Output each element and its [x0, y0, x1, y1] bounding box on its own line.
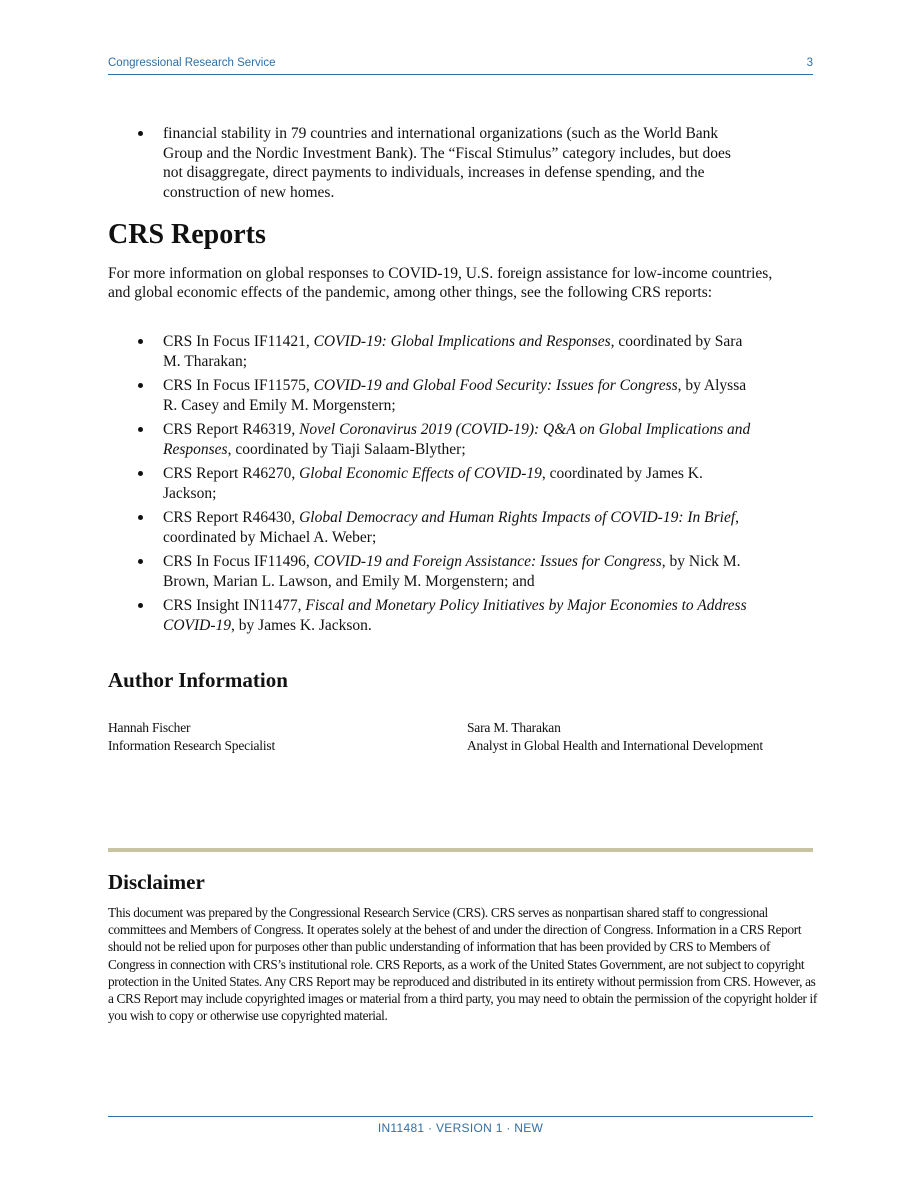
- report-authors: , coordinated by James K. Jackson;: [163, 465, 703, 502]
- report-list-item: [108, 464, 753, 503]
- section-divider: [108, 848, 813, 852]
- report-authors: , by James K. Jackson.: [231, 616, 372, 634]
- report-title: Global Economic Effects of COVID-19: [299, 465, 542, 482]
- report-identifier: CRS In Focus IF11421,: [163, 333, 314, 350]
- report-title: Novel Coronavirus 2019 (COVID-19): Q&A on Global Implications and Responses: [163, 421, 751, 458]
- crs-reports-intro: For more information on global responses to COVID-19, U.S. foreign assistance for low-income countries, and global economic effects of the pandemic, among other things, see the following CRS reports:: [108, 265, 773, 301]
- bullet-icon: [138, 559, 143, 564]
- report-list-item: [108, 332, 753, 371]
- report-identifier: CRS Report R46430,: [163, 509, 300, 526]
- author-name: Sara M. Tharakan: [467, 720, 561, 735]
- report-title: COVID-19 and Global Food Security: Issues for Congress: [313, 377, 678, 394]
- bullet-icon: [138, 339, 143, 344]
- crs-report-list: [108, 332, 753, 640]
- footer-identifier: IN11481 · VERSION 1 · NEW: [377, 1121, 544, 1135]
- disclaimer-text: This document was prepared by the Congressional Research Service (CRS). CRS serves as nonpartisan shared staff to congressional committees and Members of Congress. It operates solely at the behest of and under the direction of Congress. Information in a CRS Report should not be relied upon for purposes other than public understanding of information that has been provided by CRS to Members of Congress in connection with CRS’s institutional role. CRS Reports, as a work of the United States Government, are not subject to copyright protection in the United States. Any CRS Report may be reproduced and distributed in its entirety without permission from CRS. However, as a CRS Report may include copyrighted images or material from a third party, you may need to obtain the permission of the copyright holder if you wish to copy or otherwise use copyrighted material.: [108, 905, 817, 1024]
- disclaimer-heading: Disclaimer: [108, 870, 205, 894]
- bullet-icon: [138, 131, 143, 136]
- crs-reports-heading: CRS Reports: [108, 219, 266, 250]
- report-authors: , coordinated by Sara M. Tharakan;: [163, 333, 743, 370]
- report-authors: , by Alyssa R. Casey and Emily M. Morgenstern;: [163, 377, 747, 414]
- bullet-icon: [138, 427, 143, 432]
- author-information-heading: Author Information: [108, 668, 288, 692]
- continued-bullet-list: [108, 124, 753, 202]
- bullet-icon: [138, 515, 143, 520]
- report-list-item: [108, 596, 753, 635]
- author-block: [108, 719, 275, 755]
- running-header: [108, 57, 813, 75]
- author-block: [467, 719, 763, 755]
- report-title: COVID-19: Global Implications and Responses: [313, 333, 611, 350]
- report-list-item: [108, 376, 753, 415]
- header-page-number: 3: [806, 57, 813, 69]
- report-title: Global Democracy and Human Rights Impacts of COVID-19: In Brief: [299, 509, 736, 526]
- report-authors: , by Nick M. Brown, Marian L. Lawson, and Emily M. Morgenstern; and: [163, 553, 741, 590]
- report-authors: , coordinated by Tiaji Salaam-Blyther;: [227, 440, 466, 458]
- report-identifier: CRS Report R46319,: [163, 421, 300, 438]
- bullet-icon: [138, 471, 143, 476]
- report-identifier: CRS Report R46270,: [163, 465, 300, 482]
- author-title: Analyst in Global Health and International Development: [467, 738, 763, 753]
- bullet-icon: [138, 383, 143, 388]
- report-list-item: [108, 420, 753, 459]
- report-list-item: [108, 552, 753, 591]
- report-identifier: CRS In Focus IF11496,: [163, 553, 314, 570]
- list-item: [108, 124, 753, 202]
- author-name: Hannah Fischer: [108, 720, 191, 735]
- footer-divider: [108, 1116, 813, 1117]
- report-identifier: CRS In Focus IF11575,: [163, 377, 314, 394]
- report-list-item: [108, 508, 753, 547]
- continued-bullet-text: financial stability in 79 countries and international organizations (such as the World Bank Group and the Nordic Investment Bank). The “Fiscal Stimulus” category includes, but does not disaggregate, direct payments to individuals, increases in defense spending, and the construction of new homes.: [163, 125, 731, 201]
- report-title: Fiscal and Monetary Policy Initiatives by Major Economies to Address COVID-19: [163, 597, 747, 634]
- report-title: COVID-19 and Foreign Assistance: Issues for Congress: [313, 553, 662, 570]
- author-title: Information Research Specialist: [108, 738, 275, 753]
- report-authors: , coordinated by Michael A. Weber;: [163, 509, 740, 546]
- bullet-icon: [138, 603, 143, 608]
- header-publisher: Congressional Research Service: [108, 57, 276, 69]
- report-identifier: CRS Insight IN11477,: [163, 597, 306, 614]
